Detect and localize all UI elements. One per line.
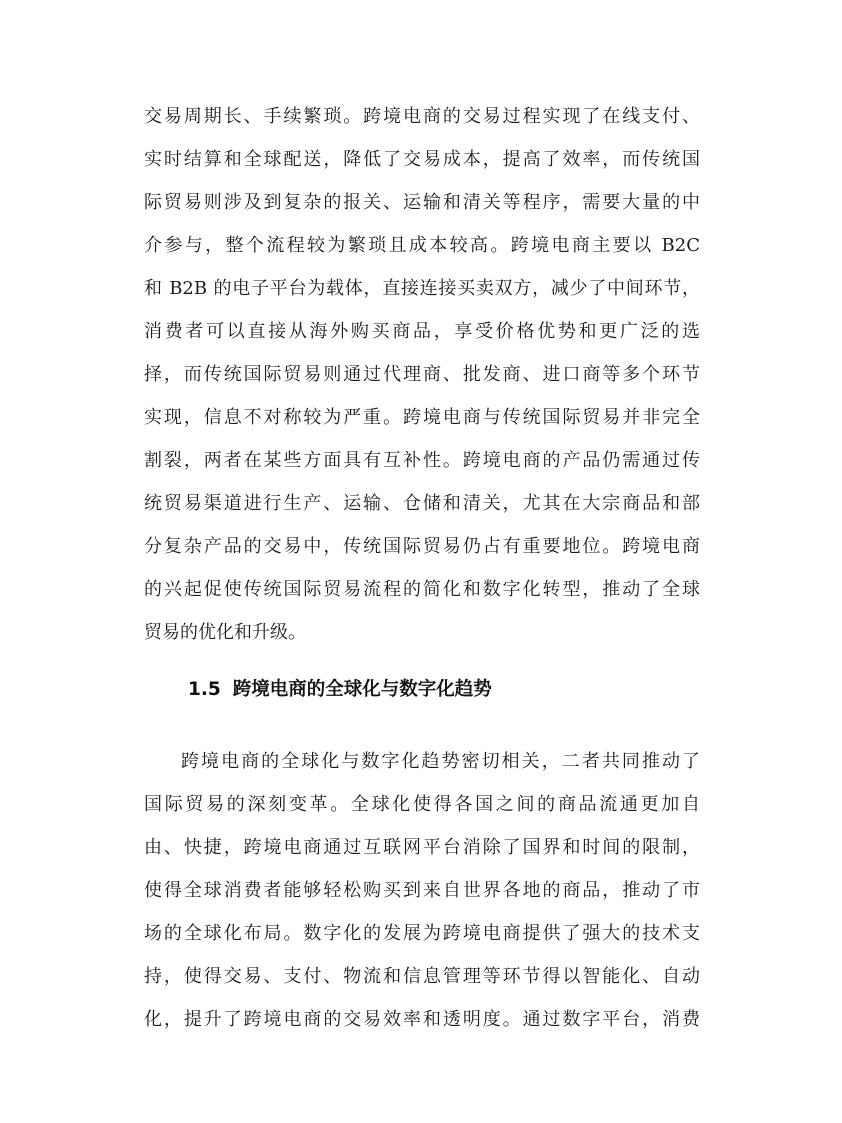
paragraph-line: 统贸易渠道进行生产、运输、仓储和清关，尤其在大宗商品和部 — [144, 493, 700, 514]
paragraph-line: 场的全球化布局。数字化的发展为跨境电商提供了强大的技术支 — [144, 923, 700, 944]
paragraph-line: 的兴起促使传统国际贸易流程的简化和数字化转型，推动了全球 — [144, 579, 700, 600]
paragraph-line: 和 B2B 的电子平台为载体，直接连接买卖双方，减少了中间环节， — [144, 278, 700, 299]
paragraph-line: 跨境电商的全球化与数字化趋势密切相关，二者共同推动了 — [181, 751, 700, 772]
paragraph-line: 介参与，整个流程较为繁琐且成本较高。跨境电商主要以 B2C — [144, 235, 700, 256]
paragraph-line: 国际贸易的深刻变革。全球化使得各国之间的商品流通更加自 — [144, 794, 700, 815]
paragraph-line: 实现，信息不对称较为严重。跨境电商与传统国际贸易并非完全 — [144, 407, 700, 428]
paragraph-line: 际贸易则涉及到复杂的报关、运输和清关等程序，需要大量的中 — [144, 192, 700, 213]
paragraph-line: 消费者可以直接从海外购买商品，享受价格优势和更广泛的选 — [144, 321, 700, 342]
section-heading — [188, 678, 492, 702]
section-title: 跨境电商的全球化与数字化趋势 — [232, 679, 492, 700]
paragraph-line: 持，使得交易、支付、物流和信息管理等环节得以智能化、自动 — [144, 966, 700, 987]
paragraph-line: 化，提升了跨境电商的交易效率和透明度。通过数字平台，消费 — [144, 1009, 700, 1030]
paragraph-line: 实时结算和全球配送，降低了交易成本，提高了效率，而传统国 — [144, 149, 700, 170]
section-number: 1.5 — [188, 679, 221, 700]
paragraph-line: 割裂，两者在某些方面具有互补性。跨境电商的产品仍需通过传 — [144, 450, 700, 471]
paragraph-line: 交易周期长、手续繁琐。跨境电商的交易过程实现了在线支付、 — [144, 106, 700, 127]
paragraph-line: 分复杂产品的交易中，传统国际贸易仍占有重要地位。跨境电商 — [144, 536, 700, 557]
paragraph-line: 贸易的优化和升级。 — [144, 622, 306, 643]
paragraph-line: 择，而传统国际贸易则通过代理商、批发商、进口商等多个环节 — [144, 364, 700, 385]
paragraph-line: 使得全球消费者能够轻松购买到来自世界各地的商品，推动了市 — [144, 880, 700, 901]
paragraph-line: 由、快捷，跨境电商通过互联网平台消除了国界和时间的限制， — [144, 837, 700, 858]
